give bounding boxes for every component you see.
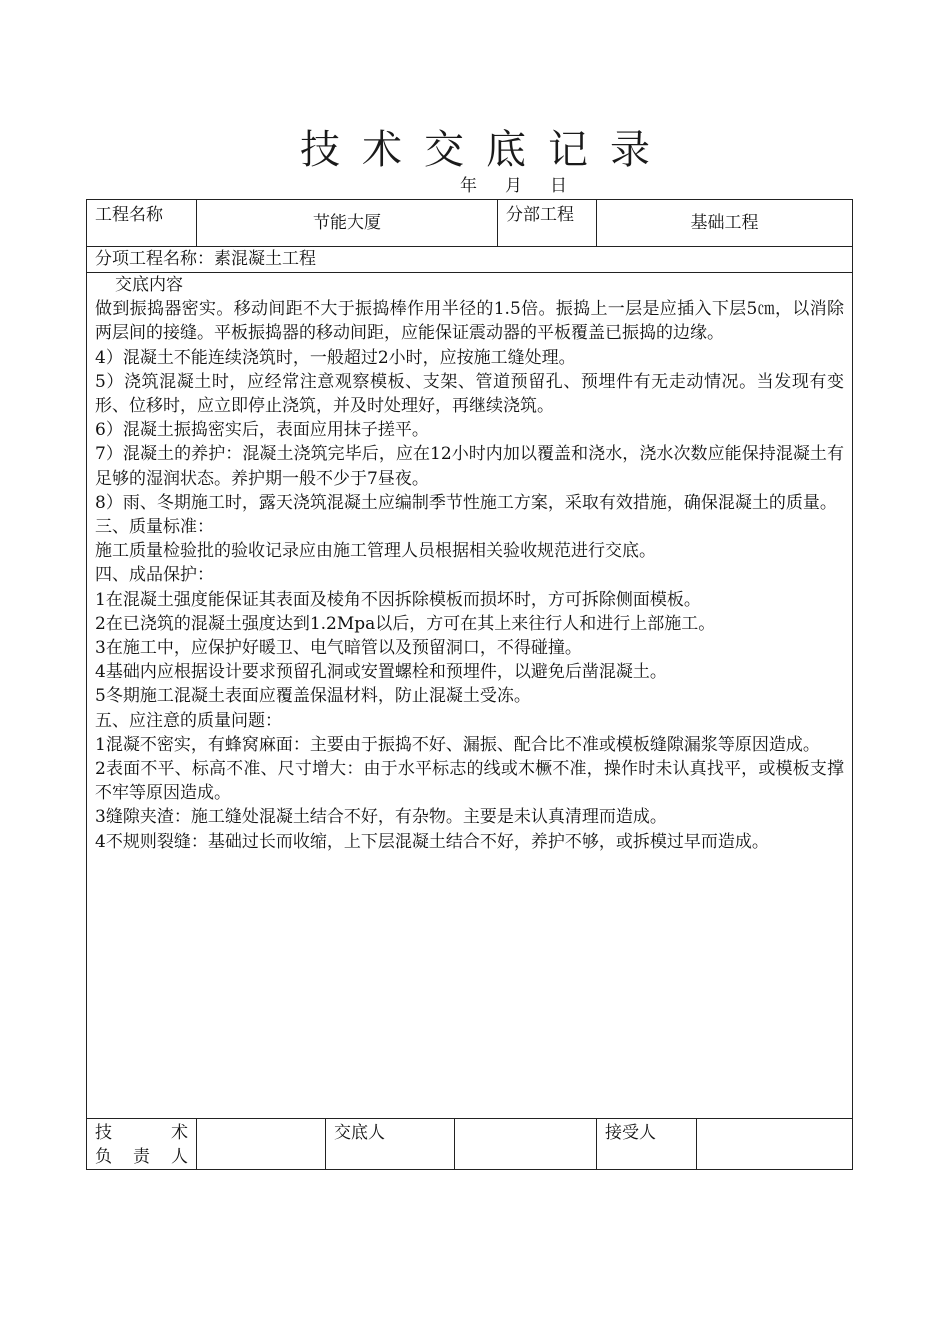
record-table (86, 199, 853, 1170)
project-name-label: 工程名称 (87, 200, 197, 247)
content-paragraph: 2在已浇筑的混凝土强度达到1.2Mpa以后，方可在其上来往行人和进行上部施工。 (95, 613, 716, 634)
subitem-row (87, 247, 853, 273)
subitem-name: 分项工程名称：素混凝土工程 (87, 247, 853, 273)
content-paragraph: 1混凝不密实，有蜂窝麻面：主要由于振捣不好、漏振、配合比不准或模板缝隙漏浆等原因造成。 (95, 734, 820, 755)
disclosure-content (87, 273, 853, 1119)
receiver-signature (697, 1119, 853, 1170)
tech-lead-label-line1: 技 术 (95, 1123, 188, 1143)
section-heading-quality-issues: 五、应注意的质量问题： (95, 710, 282, 731)
header-row (87, 200, 853, 247)
date-year: 年 (460, 176, 477, 196)
content-paragraph: 施工质量检验批的验收记录应由施工管理人员根据相关验收规范进行交底。 (95, 541, 656, 562)
date-day: 日 (550, 176, 567, 196)
tech-lead-label-line2: 负 责 人 (95, 1147, 188, 1167)
content-paragraph: 做到振捣器密实。移动间距不大于振捣棒作用半径的1.5倍。振捣上一层是应插入下层5㎝，以消除两层间的接缝。平板振捣器的移动间距，应能保证震动器的平板覆盖已振捣的边缘。 (95, 299, 844, 344)
content-row (87, 273, 853, 1119)
content-paragraph: 3缝隙夹渣：施工缝处混凝土结合不好，有杂物。主要是未认真清理而造成。 (95, 807, 667, 828)
content-heading: 交底内容 (115, 275, 183, 295)
tech-lead-label (87, 1119, 197, 1170)
tech-lead-signature (197, 1119, 326, 1170)
content-paragraph: 2表面不平、标高不准、尺寸增大：由于水平标志的线或木橛不准，操作时未认真找平，或模板支撑不牢等原因造成。 (95, 759, 844, 804)
content-paragraph: 4基础内应根据设计要求预留孔洞或安置螺栓和预埋件，以避免后凿混凝土。 (95, 662, 667, 683)
section-heading-product-protection: 四、成品保护： (95, 565, 214, 586)
section-heading-quality-standard: 三、质量标准： (95, 517, 214, 538)
date-month: 月 (505, 176, 522, 196)
content-paragraph: 5冬期施工混凝土表面应覆盖保温材料，防止混凝土受冻。 (95, 686, 531, 707)
content-paragraph: 8）雨、冬期施工时，露天浇筑混凝土应编制季节性施工方案，采取有效措施，确保混凝土的质量。 (95, 492, 837, 513)
division-value: 基础工程 (597, 200, 853, 247)
content-paragraph: 4）混凝土不能连续浇筑时，一般超过2小时，应按施工缝处理。 (95, 347, 576, 368)
content-paragraph: 5）浇筑混凝土时，应经常注意观察模板、支架、管道预留孔、预埋件有无走动情况。当发现有变形、位移时，应立即停止浇筑，并及时处理好，再继续浇筑。 (95, 371, 844, 417)
date-line (460, 175, 567, 197)
discloser-signature (455, 1119, 597, 1170)
content-paragraph: 4不规则裂缝：基础过长而收缩，上下层混凝土结合不好，养护不够，或拆模过早而造成。 (95, 831, 769, 852)
signature-row (87, 1119, 853, 1170)
content-paragraph: 7）混凝土的养护：混凝土浇筑完毕后，应在12小时内加以覆盖和浇水，浇水次数应能保持混凝土有足够的湿润状态。养护期一般不少于7昼夜。 (95, 444, 844, 489)
division-label: 分部工程 (498, 200, 597, 247)
content-paragraph: 3在施工中，应保护好暖卫、电气暗管以及预留洞口，不得碰撞。 (95, 638, 582, 659)
project-name-value: 节能大厦 (197, 200, 498, 247)
discloser-label: 交底人 (326, 1119, 455, 1170)
content-paragraph: 1在混凝土强度能保证其表面及棱角不因拆除模板而损坏时，方可拆除侧面模板。 (95, 589, 701, 610)
content-paragraph: 6）混凝土振捣密实后，表面应用抹子搓平。 (95, 420, 429, 441)
document-title: 技术交底记录 (300, 127, 672, 173)
receiver-label: 接受人 (597, 1119, 697, 1170)
